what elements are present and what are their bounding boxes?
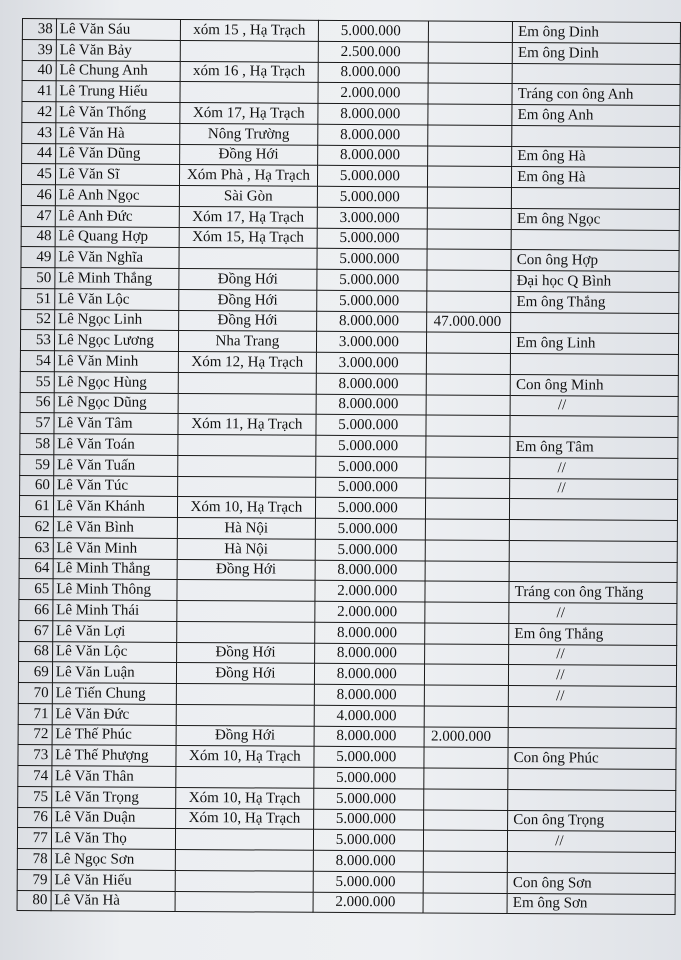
contribution-amount: 5.000.000 — [317, 290, 428, 311]
extra-amount — [424, 872, 508, 893]
residence — [178, 372, 316, 394]
residence — [180, 82, 318, 104]
member-name: Lê Văn Toán — [54, 434, 178, 456]
contribution-amount: 5.000.000 — [314, 747, 425, 768]
contribution-amount: 2.000.000 — [318, 83, 429, 104]
extra-amount — [424, 851, 508, 872]
row-number: 57 — [20, 413, 54, 434]
donation-ledger — [17, 18, 681, 915]
residence: Đồng Hới — [177, 642, 315, 664]
residence — [177, 600, 315, 622]
row-number: 48 — [21, 226, 55, 247]
contribution-amount: 8.000.000 — [315, 560, 426, 581]
residence — [175, 891, 313, 913]
row-number: 42 — [22, 102, 56, 123]
member-name: Lê Văn Bảy — [56, 39, 180, 61]
residence: Xóm 15, Hạ Trạch — [179, 227, 317, 249]
relationship-note — [511, 229, 679, 251]
contribution-amount: 2.500.000 — [318, 41, 429, 62]
relationship-note: // — [510, 478, 678, 500]
extra-amount — [426, 457, 510, 478]
relationship-note: Em ông Ngọc — [511, 208, 679, 230]
row-number: 52 — [21, 309, 55, 330]
row-number: 38 — [22, 19, 56, 40]
ledger-table — [17, 18, 681, 915]
member-name: Lê Minh Thái — [53, 600, 177, 622]
residence — [177, 580, 315, 602]
relationship-note: // — [509, 685, 677, 707]
extra-amount — [424, 789, 508, 810]
contribution-amount: 5.000.000 — [313, 788, 424, 809]
contribution-amount: 5.000.000 — [316, 456, 427, 477]
row-number: 47 — [21, 205, 55, 226]
extra-amount — [425, 706, 509, 727]
residence: Đồng Hới — [179, 268, 317, 290]
contribution-amount: 8.000.000 — [316, 373, 427, 394]
row-number: 65 — [19, 579, 53, 600]
residence: Hà Nội — [177, 517, 315, 539]
residence: Xóm 17, Hạ Trạch — [180, 102, 318, 124]
residence — [178, 434, 316, 456]
row-number: 50 — [21, 267, 55, 288]
row-number: 69 — [18, 662, 52, 683]
extra-amount — [428, 166, 512, 187]
residence: Xóm Phà , Hạ Trạch — [179, 165, 317, 187]
member-name: Lê Thế Phúc — [52, 724, 176, 746]
row-number: 41 — [22, 81, 56, 102]
residence: Đồng Hới — [177, 559, 315, 581]
member-name: Lê Văn Tâm — [54, 413, 178, 435]
residence: Xóm 10, Hạ Trạch — [176, 746, 314, 768]
relationship-note: Em ông Dinh — [513, 21, 681, 43]
member-name: Lê Ngọc Dũng — [54, 392, 178, 414]
contribution-amount: 5.000.000 — [317, 228, 428, 249]
extra-amount — [425, 602, 509, 623]
extra-amount — [425, 643, 509, 664]
contribution-amount: 8.000.000 — [315, 622, 426, 643]
contribution-amount: 8.000.000 — [314, 643, 425, 664]
residence: Xóm 10, Hạ Trạch — [176, 808, 314, 830]
relationship-note: Em ông Tâm — [510, 436, 678, 458]
row-number: 54 — [20, 350, 54, 371]
member-name: Lê Văn Luận — [52, 662, 176, 684]
member-name: Lê Chung Anh — [56, 60, 180, 82]
residence — [175, 870, 313, 892]
relationship-note — [508, 706, 676, 728]
relationship-note: Em ông Thắng — [511, 291, 679, 313]
relationship-note — [509, 561, 677, 583]
relationship-note: Em ông Sơn — [507, 893, 675, 915]
extra-amount — [424, 747, 508, 768]
residence: Xóm 17, Hạ Trạch — [179, 206, 317, 228]
member-name: Lê Văn Nghĩa — [55, 247, 179, 269]
extra-amount — [427, 332, 511, 353]
relationship-note — [508, 789, 676, 811]
member-name: Lê Văn Thọ — [51, 828, 175, 850]
residence — [179, 248, 317, 270]
table-row — [17, 890, 675, 915]
member-name: Lê Văn Lợi — [53, 620, 177, 642]
residence: Đồng Hới — [180, 144, 318, 166]
extra-amount — [428, 228, 512, 249]
member-name: Lê Văn Đức — [52, 703, 176, 725]
contribution-amount: 5.000.000 — [317, 186, 428, 207]
contribution-amount: 5.000.000 — [315, 477, 426, 498]
relationship-note: Tráng con ông Thăng — [509, 582, 677, 604]
extra-amount — [426, 519, 510, 540]
row-number: 68 — [19, 641, 53, 662]
relationship-note: Em ông Linh — [511, 333, 679, 355]
extra-amount — [428, 187, 512, 208]
row-number: 64 — [19, 558, 53, 579]
member-name: Lê Ngọc Linh — [54, 309, 178, 331]
residence — [176, 704, 314, 726]
relationship-note — [512, 63, 680, 85]
member-name: Lê Văn Tuấn — [54, 454, 178, 476]
extra-amount — [426, 498, 510, 519]
residence: Nông Trường — [180, 123, 318, 145]
member-name: Lê Văn Lộc — [55, 288, 179, 310]
relationship-note: Con ông Hợp — [511, 250, 679, 272]
extra-amount — [429, 42, 513, 63]
extra-amount — [424, 809, 508, 830]
residence — [176, 683, 314, 705]
extra-amount — [426, 540, 510, 561]
extra-amount — [425, 664, 509, 685]
row-number: 72 — [18, 724, 52, 745]
relationship-note: Con ông Trọng — [508, 810, 676, 832]
row-number: 71 — [18, 703, 52, 724]
member-name: Lê Trung Hiếu — [56, 81, 180, 103]
residence: Sài Gòn — [179, 185, 317, 207]
contribution-amount: 8.000.000 — [316, 394, 427, 415]
row-number: 66 — [19, 599, 53, 620]
row-number: 40 — [22, 60, 56, 81]
ledger-body — [17, 19, 680, 915]
member-name: Lê Quang Hợp — [55, 226, 179, 248]
extra-amount — [427, 291, 511, 312]
row-number: 45 — [21, 164, 55, 185]
row-number: 44 — [22, 143, 56, 164]
extra-amount — [427, 270, 511, 291]
residence: Xóm 12, Hạ Trạch — [178, 351, 316, 373]
extra-amount — [425, 685, 509, 706]
extra-amount — [425, 581, 509, 602]
member-name: Lê Minh Thắng — [53, 558, 177, 580]
residence: Đồng Hới — [176, 725, 314, 747]
member-name: Lê Ngọc Lương — [54, 330, 178, 352]
relationship-note — [510, 519, 678, 541]
residence — [178, 476, 316, 498]
contribution-amount: 8.000.000 — [314, 726, 425, 747]
member-name: Lê Ngọc Sơn — [51, 849, 175, 871]
member-name: Lê Ngọc Hùng — [54, 371, 178, 393]
contribution-amount: 2.000.000 — [315, 581, 426, 602]
extra-amount — [428, 83, 512, 104]
member-name: Lê Văn Minh — [54, 351, 178, 373]
extra-amount — [426, 415, 510, 436]
contribution-amount: 8.000.000 — [318, 124, 429, 145]
row-number: 73 — [18, 745, 52, 766]
row-number: 59 — [20, 454, 54, 475]
residence: Hà Nội — [177, 538, 315, 560]
contribution-amount: 3.000.000 — [317, 207, 428, 228]
member-name: Lê Văn Thống — [56, 102, 180, 124]
residence: Đồng Hới — [176, 663, 314, 685]
relationship-note — [509, 540, 677, 562]
contribution-amount: 5.000.000 — [316, 435, 427, 456]
row-number: 56 — [20, 392, 54, 413]
member-name: Lê Văn Khánh — [53, 496, 177, 518]
relationship-note: // — [510, 395, 678, 417]
extra-amount — [428, 104, 512, 125]
extra-amount: 2.000.000 — [424, 726, 508, 747]
contribution-amount: 2.000.000 — [315, 601, 426, 622]
residence: Xóm 10, Hạ Trạch — [176, 787, 314, 809]
residence: Đồng Hới — [179, 310, 317, 332]
member-name: Lê Văn Dũng — [55, 143, 179, 165]
member-name: Lê Thế Phượng — [52, 745, 176, 767]
member-name: Lê Văn Hà — [51, 890, 175, 912]
relationship-note — [508, 768, 676, 790]
contribution-amount: 5.000.000 — [318, 20, 429, 41]
row-number: 77 — [17, 828, 51, 849]
relationship-note: // — [509, 665, 677, 687]
relationship-note: Con ông Phúc — [508, 748, 676, 770]
contribution-amount: 8.000.000 — [316, 311, 427, 332]
contribution-amount: 5.000.000 — [316, 415, 427, 436]
relationship-note — [508, 727, 676, 749]
row-number: 61 — [19, 496, 53, 517]
residence — [175, 829, 313, 851]
contribution-amount: 5.000.000 — [313, 809, 424, 830]
extra-amount — [427, 394, 511, 415]
member-name: Lê Văn Hiếu — [51, 869, 175, 891]
relationship-note — [511, 312, 679, 334]
contribution-amount: 2.000.000 — [313, 892, 424, 913]
relationship-note: Em ông Hà — [512, 167, 680, 189]
member-name: Lê Anh Ngọc — [55, 185, 179, 207]
row-number: 79 — [17, 869, 51, 890]
residence: Đồng Hới — [179, 289, 317, 311]
relationship-note — [510, 499, 678, 521]
member-name: Lê Tiến Chung — [52, 683, 176, 705]
relationship-note — [507, 851, 675, 873]
relationship-note: Con ông Minh — [510, 374, 678, 396]
extra-amount — [429, 62, 513, 83]
row-number: 75 — [18, 786, 52, 807]
row-number: 49 — [21, 247, 55, 268]
contribution-amount: 8.000.000 — [317, 145, 428, 166]
extra-amount — [424, 830, 508, 851]
relationship-note: Tráng con ông Anh — [512, 84, 680, 106]
contribution-amount: 8.000.000 — [318, 62, 429, 83]
extra-amount — [423, 892, 507, 913]
row-number: 74 — [18, 765, 52, 786]
contribution-amount: 8.000.000 — [313, 850, 424, 871]
residence — [178, 393, 316, 415]
residence: Xóm 10, Hạ Trạch — [177, 497, 315, 519]
row-number: 58 — [20, 433, 54, 454]
member-name: Lê Văn Trọng — [51, 786, 175, 808]
member-name: Lê Minh Thắng — [55, 268, 179, 290]
residence — [180, 40, 318, 62]
contribution-amount: 3.000.000 — [316, 332, 427, 353]
extra-amount — [428, 145, 512, 166]
relationship-note: // — [510, 457, 678, 479]
member-name: Lê Văn Sĩ — [55, 164, 179, 186]
relationship-note: Em ông Thắng — [509, 623, 677, 645]
extra-amount — [425, 623, 509, 644]
relationship-note: Em ông Hà — [512, 146, 680, 168]
extra-amount — [429, 21, 513, 42]
member-name: Lê Anh Đức — [55, 205, 179, 227]
contribution-amount: 5.000.000 — [317, 166, 428, 187]
row-number: 67 — [19, 620, 53, 641]
contribution-amount: 5.000.000 — [313, 830, 424, 851]
residence: xóm 15 , Hạ Trạch — [180, 19, 318, 41]
member-name: Lê Văn Túc — [53, 475, 177, 497]
relationship-note: Đại học Q Bình — [511, 270, 679, 292]
extra-amount — [426, 436, 510, 457]
contribution-amount: 8.000.000 — [318, 103, 429, 124]
relationship-note: Em ông Dinh — [512, 42, 680, 64]
contribution-amount: 3.000.000 — [316, 352, 427, 373]
extra-amount — [428, 125, 512, 146]
contribution-amount: 5.000.000 — [314, 767, 425, 788]
extra-amount — [427, 249, 511, 270]
contribution-amount: 8.000.000 — [314, 684, 425, 705]
contribution-amount: 5.000.000 — [315, 498, 426, 519]
extra-amount — [426, 560, 510, 581]
contribution-amount: 5.000.000 — [315, 539, 426, 560]
relationship-note — [511, 353, 679, 375]
contribution-amount: 5.000.000 — [317, 269, 428, 290]
contribution-amount: 5.000.000 — [313, 871, 424, 892]
relationship-note: Con ông Sơn — [507, 872, 675, 894]
relationship-note — [510, 416, 678, 438]
extra-amount — [428, 208, 512, 229]
relationship-note — [512, 187, 680, 209]
row-number: 70 — [18, 682, 52, 703]
extra-amount — [424, 768, 508, 789]
member-name: Lê Văn Thân — [52, 766, 176, 788]
member-name: Lê Minh Thông — [53, 579, 177, 601]
row-number: 80 — [17, 890, 51, 911]
row-number: 63 — [19, 537, 53, 558]
relationship-note: Em ông Anh — [512, 104, 680, 126]
member-name: Lê Văn Minh — [53, 537, 177, 559]
row-number: 46 — [21, 184, 55, 205]
extra-amount — [427, 353, 511, 374]
residence — [176, 766, 314, 788]
relationship-note — [512, 125, 680, 147]
contribution-amount: 5.000.000 — [317, 249, 428, 270]
row-number: 76 — [18, 807, 52, 828]
extra-amount: 47.000.000 — [427, 311, 511, 332]
row-number: 55 — [20, 371, 54, 392]
row-number: 53 — [20, 330, 54, 351]
residence: xóm 16 , Hạ Trạch — [180, 61, 318, 83]
row-number: 39 — [22, 39, 56, 60]
residence — [178, 455, 316, 477]
row-number: 78 — [17, 848, 51, 869]
member-name: Lê Văn Sáu — [56, 19, 180, 41]
relationship-note: // — [509, 602, 677, 624]
contribution-amount: 8.000.000 — [314, 664, 425, 685]
row-number: 60 — [20, 475, 54, 496]
row-number: 62 — [19, 516, 53, 537]
residence — [175, 849, 313, 871]
residence — [177, 621, 315, 643]
member-name: Lê Văn Lộc — [52, 641, 176, 663]
relationship-note: // — [509, 644, 677, 666]
member-name: Lê Văn Hà — [56, 122, 180, 144]
relationship-note: // — [508, 831, 676, 853]
member-name: Lê Văn Duận — [51, 807, 175, 829]
residence: Xóm 11, Hạ Trạch — [178, 414, 316, 436]
contribution-amount: 4.000.000 — [314, 705, 425, 726]
extra-amount — [427, 374, 511, 395]
residence: Nha Trang — [178, 331, 316, 353]
row-number: 51 — [21, 288, 55, 309]
contribution-amount: 5.000.000 — [315, 518, 426, 539]
member-name: Lê Văn Bình — [53, 517, 177, 539]
extra-amount — [426, 477, 510, 498]
row-number: 43 — [22, 122, 56, 143]
